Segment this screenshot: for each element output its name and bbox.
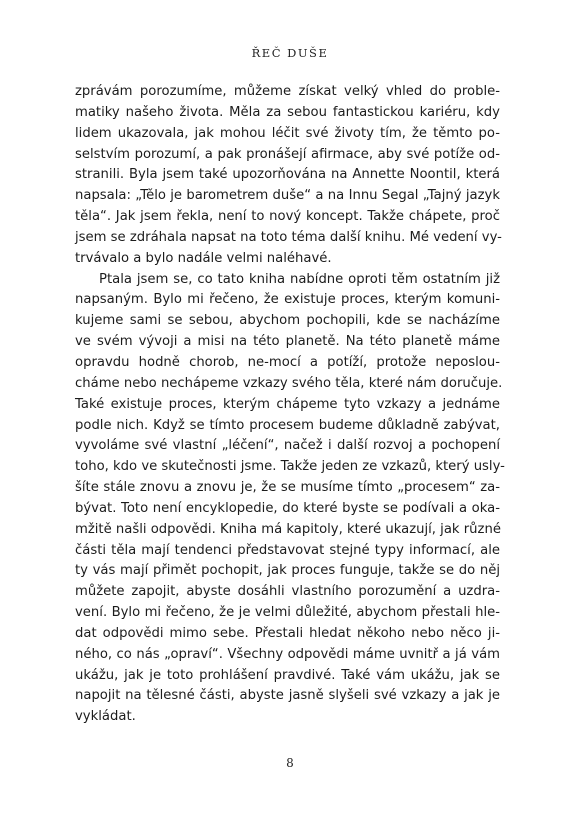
text-line: šíte stále znovu a znovu je, že se musíme tímto „procesem“ za- (75, 480, 500, 496)
paragraph (75, 82, 500, 270)
text-line: napsaným. Bylo mi řečeno, že existuje proces, kterým komuni- (75, 292, 500, 308)
text-line: cháme nebo nechápeme vzkazy svého těla, které nám doručuje. (75, 375, 503, 391)
text-line: můžete zapojit, abyste dosáhli vlastního porozumění a uzdra- (75, 584, 500, 600)
body-text (75, 82, 505, 728)
text-line: mžitě našli odpovědi. Kniha má kapitoly, které ukazují, jak různé (75, 521, 501, 537)
text-line: bývat. Toto není encyklopedie, do které byste se podívali a oka- (75, 500, 500, 516)
text-line: lidem ukazovala, jak mohou léčit své životy tím, že těmto po- (75, 125, 500, 141)
text-line: ného, co nás „opraví“. Všechny odpovědi máme uvnitř a já vám (75, 646, 500, 662)
text-line: dat odpovědi mimo sebe. Přestali hledat někoho nebo něco ji- (75, 625, 500, 641)
text-line: trvávalo a bylo nadále velmi naléhavé. (75, 250, 332, 266)
text-line: matiky našeho života. Měla za sebou fantastickou kariéru, kdy (75, 104, 500, 120)
text-line: části těla mají tendenci představovat stejné typy informací, ale (75, 542, 500, 558)
text-line: napojit na tělesné části, abyste jasně slyšeli své vzkazy a jak je (75, 688, 500, 704)
text-line: napsala: „Tělo je barometrem duše“ a na Innu Segal „Tajný jazyk (75, 188, 500, 204)
text-line: jsem se zdráhala napsat na toto téma další knihu. Mé vedení vy- (75, 229, 502, 245)
text-line: vení. Bylo mi řečeno, že je velmi důležité, abychom přestali hle- (75, 605, 500, 621)
text-line: ty vás mají přimět pochopit, jak proces funguje, takže se do něj (75, 563, 500, 579)
text-line: Také existuje proces, kterým chápeme tyto vzkazy a jednáme (75, 396, 500, 412)
text-line: ukážu, jak je toto prohlášení pravdivé. Také vám ukážu, jak se (75, 667, 500, 683)
running-head: ŘEČ DUŠE (251, 46, 329, 60)
text-line: vyvoláme své vlastní „léčení“, načež i další rozvoj a pochopení (75, 438, 500, 454)
text-line: podle nich. Když se tímto procesem budeme důkladně zabývat, (75, 417, 500, 433)
paragraph (75, 270, 505, 729)
text-line: stranili. Byla jsem také upozorňována na Annette Noontil, která (75, 167, 500, 183)
text-line: vykládat. (75, 709, 136, 725)
text-line: selstvím porozumí, a pak pronášejí afirmace, aby své potíže od- (75, 146, 500, 162)
text-line: Ptala jsem se, co tato kniha nabídne oproti těm ostatním již (99, 271, 500, 287)
text-line: kujeme sami se sebou, abychom pochopili, kde se nacházíme (75, 313, 500, 329)
text-line: opravdu hodně chorob, ne-mocí a potíží, protože neposlou- (75, 354, 500, 370)
text-line: zprávám porozumíme, můžeme získat velký vhled do proble- (75, 84, 500, 99)
page-number: 8 (286, 756, 294, 770)
text-line: těla“. Jak jsem řekla, není to nový koncept. Takže chápete, proč (75, 209, 500, 225)
text-line: ve svém vývoji a misi na této planetě. Na této planetě máme (75, 334, 500, 350)
text-line: toho, kdo ve skutečnosti jsme. Takže jeden ze vzkazů, který usly- (75, 459, 505, 475)
